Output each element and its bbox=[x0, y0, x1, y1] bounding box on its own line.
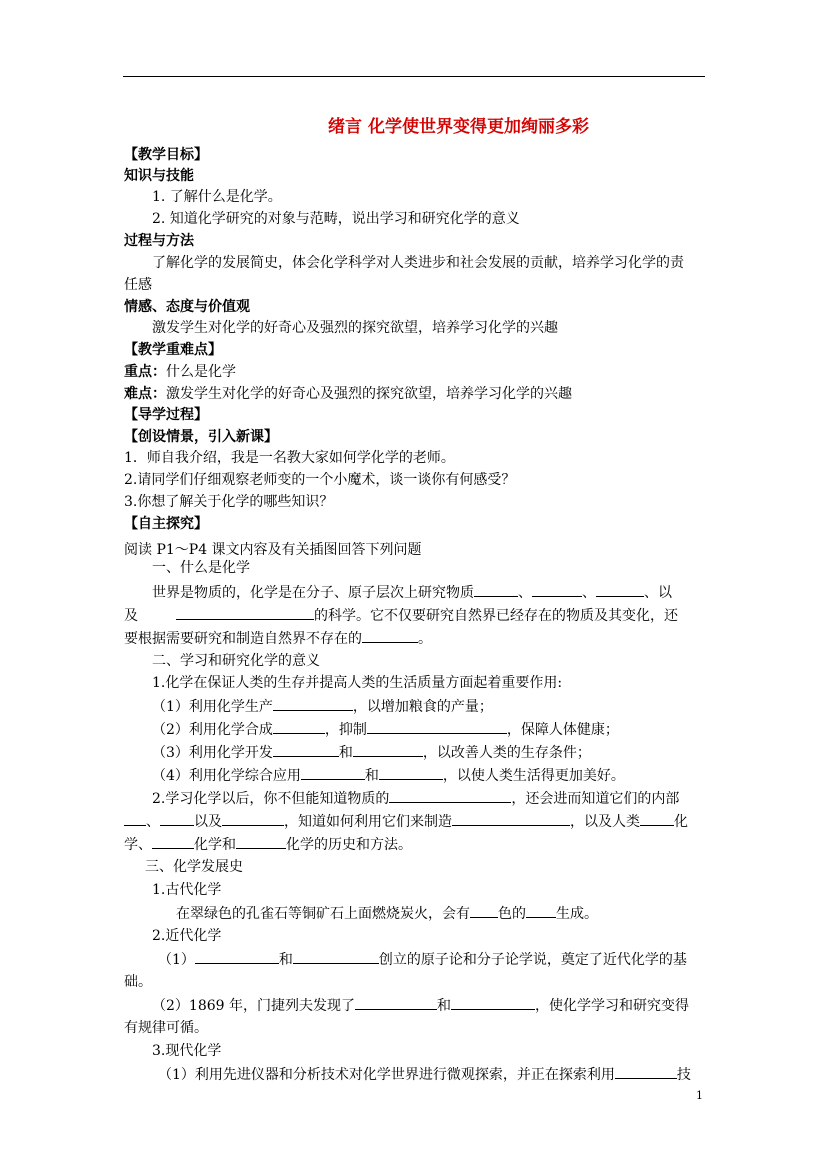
q3-item-2a: （1） 和 创立的原子论和分子论学说，奠定了近代化学的基 bbox=[158, 949, 687, 969]
q3-item-3a: （1）利用先进仪器和分析技术对化学世界进行微观探索，并正在探索利用 技 bbox=[158, 1064, 691, 1084]
knowledge-item-1: 1. 了解什么是化学。 bbox=[152, 189, 282, 205]
blank[interactable] bbox=[353, 742, 423, 757]
blank[interactable] bbox=[596, 582, 644, 597]
guide-header: 【导学过程】 bbox=[124, 407, 208, 423]
process-text-1: 了解化学的发展简史，体会化学科学对人类进步和社会发展的贡献，培养学习化学的责 bbox=[152, 255, 684, 271]
keypoints-header: 【教学重难点】 bbox=[124, 342, 222, 358]
q2-header: 二、学习和研究化学的意义 bbox=[152, 653, 320, 669]
page-number: 1 bbox=[696, 1089, 703, 1102]
blank[interactable] bbox=[526, 903, 556, 918]
scene-item-3: 3.你想了解关于化学的哪些知识？ bbox=[124, 494, 334, 510]
blank[interactable] bbox=[474, 582, 518, 597]
blank[interactable] bbox=[615, 1064, 677, 1079]
key-label: 重点： bbox=[124, 364, 166, 380]
blank[interactable] bbox=[222, 811, 284, 826]
goals-header: 【教学目标】 bbox=[124, 147, 208, 163]
scene-item-2: 2.请同学们仔细观察老师变的一个小魔术，谈一谈你有何感受？ bbox=[124, 472, 516, 488]
blank[interactable] bbox=[362, 628, 418, 643]
blank[interactable] bbox=[236, 834, 286, 849]
diff-text: 激发学生对化学的好奇心及强烈的探究欲望，培养学习化学的兴趣 bbox=[166, 386, 572, 402]
q2-item-2: 2.学习化学以后，你不但能知道物质的 ，还会进而知道它们的内部 bbox=[152, 788, 679, 808]
q3-header: 三、化学发展史 bbox=[145, 859, 243, 875]
blank[interactable] bbox=[160, 811, 194, 826]
blank[interactable] bbox=[367, 719, 507, 734]
blank[interactable] bbox=[452, 811, 570, 826]
key-text: 什么是化学 bbox=[166, 364, 236, 380]
blank[interactable] bbox=[273, 719, 325, 734]
blank[interactable] bbox=[389, 788, 511, 803]
difficult-point bbox=[124, 384, 572, 404]
read-instruction: 阅读 P1～P4 课文内容及有关插图回答下列问题 bbox=[124, 542, 422, 558]
scene-header: 【创设情景，引入新课】 bbox=[124, 429, 278, 445]
blank[interactable] bbox=[176, 605, 314, 620]
blank[interactable] bbox=[379, 765, 443, 780]
knowledge-header: 知识与技能 bbox=[124, 168, 194, 184]
q3-item-2b-cont: 有规律可循。 bbox=[124, 1020, 208, 1036]
q1-line-c: 要根据需要研究和制造自然界不存在的 。 bbox=[124, 628, 432, 648]
blank[interactable] bbox=[273, 696, 353, 711]
q3-item-1a: 在翠绿色的孔雀石等铜矿石上面燃烧炭火，会有 色的 生成。 bbox=[176, 903, 598, 923]
page-title: 绪言 化学使世界变得更加绚丽多彩 bbox=[328, 117, 589, 137]
blank[interactable] bbox=[451, 995, 535, 1010]
q1-line-a: 世界是物质的，化学是在分子、原子层次上研究物质 、 、 、以 bbox=[152, 582, 672, 602]
emotion-header: 情感、态度与价值观 bbox=[124, 299, 250, 315]
q2-item-2b: 、 以及 ，知道如何利用它们来制造 ，以及人类 化 bbox=[124, 811, 688, 831]
q2-item-1c: （3）利用化学开发 和 ，以改善人类的生存条件； bbox=[152, 742, 591, 762]
scene-item-1: 1．师自我介绍，我是一名教大家如何学化学的老师。 bbox=[124, 450, 455, 466]
q3-item-2a-cont: 础。 bbox=[124, 974, 152, 990]
q1-header: 一、什么是化学 bbox=[152, 560, 250, 576]
q2-item-1d: （4）利用化学综合应用 和 ，以使人类生活得更加美好。 bbox=[152, 765, 625, 785]
diff-label: 难点： bbox=[124, 386, 166, 402]
q3-item-2b: （2）1869 年，门捷列夫发现了 和 ，使化学学习和研究变得 bbox=[152, 995, 689, 1015]
q2-item-2c: 学、 化学和 化学的历史和方法。 bbox=[124, 834, 412, 854]
blank[interactable] bbox=[293, 949, 379, 964]
blank[interactable] bbox=[470, 903, 498, 918]
blank[interactable] bbox=[152, 834, 194, 849]
blank[interactable] bbox=[124, 811, 146, 826]
blank[interactable] bbox=[532, 582, 582, 597]
q1-line-b: 及 的科学。它不仅要研究自然界已经存在的物质及其变化，还 bbox=[124, 605, 678, 625]
emotion-text: 激发学生对化学的好奇心及强烈的探究欲望，培养学习化学的兴趣 bbox=[152, 320, 558, 336]
header-rule bbox=[123, 76, 705, 77]
key-point bbox=[124, 362, 236, 382]
q3-item-2: 2.近代化学 bbox=[152, 928, 222, 944]
blank[interactable] bbox=[640, 811, 674, 826]
blank[interactable] bbox=[301, 765, 365, 780]
explore-header: 【自主探究】 bbox=[124, 516, 208, 532]
blank[interactable] bbox=[355, 995, 437, 1010]
q3-item-1: 1.古代化学 bbox=[152, 882, 222, 898]
process-header: 过程与方法 bbox=[124, 233, 194, 249]
knowledge-item-2: 2. 知道化学研究的对象与范畴，说出学习和研究化学的意义 bbox=[152, 211, 520, 227]
blank[interactable] bbox=[195, 949, 279, 964]
blank[interactable] bbox=[273, 742, 339, 757]
q3-item-3: 3.现代化学 bbox=[152, 1043, 222, 1059]
q2-item-1a: （1）利用化学生产 ，以增加粮食的产量； bbox=[152, 696, 493, 716]
q2-item-1: 1.化学在保证人类的生存并提高人类的生活质量方面起着重要作用: bbox=[152, 675, 563, 691]
process-text-2: 任感 bbox=[124, 277, 152, 293]
q2-item-1b: （2）利用化学合成 ，抑制 ，保障人体健康； bbox=[152, 719, 619, 739]
